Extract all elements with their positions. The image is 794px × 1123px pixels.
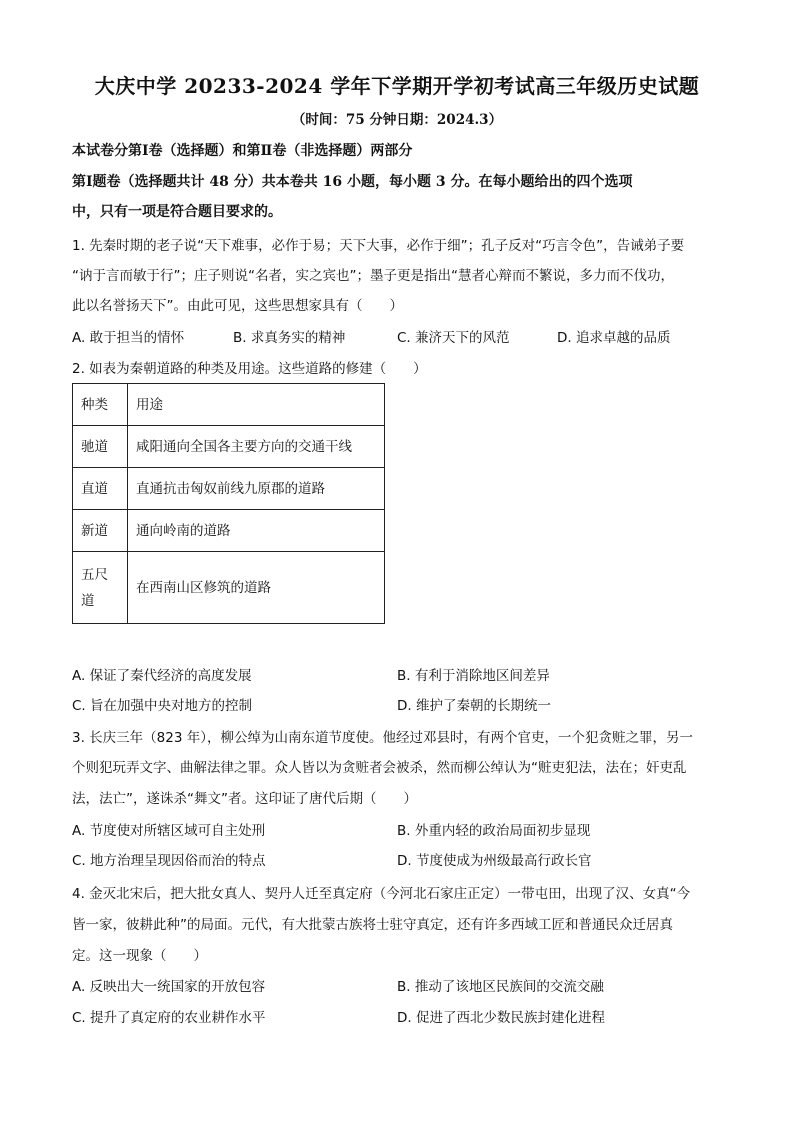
q2-option-a: A. 保证了秦代经济的高度发展 <box>72 668 252 684</box>
exam-subtitle: （时间：75 分钟日期：2024.3） <box>291 112 503 128</box>
table-cell-use: 通向岭南的道路 <box>128 510 385 552</box>
table-header-row <box>73 384 385 426</box>
q3-stem-line-2: 个则犯玩弄文字、曲解法律之罪。众人皆以为贪赃者会被杀，然而柳公绰认为“赃吏犯法，法在；奸吏乱 <box>72 760 687 776</box>
table-row <box>73 552 385 624</box>
table-cell-use: 在西南山区修筑的道路 <box>128 552 385 624</box>
q1-option-a: A. 敢于担当的情怀 <box>72 330 185 346</box>
exam-title: 大庆中学 20233-2024 学年下学期开学初考试高三年级历史试题 <box>94 74 700 98</box>
q4-stem-line-1: 4. 金灭北宋后，把大批女真人、契丹人迁至真定府（今河北石家庄正定）一带屯田，出现了汉、女真“今 <box>72 886 691 902</box>
q1-option-c: C. 兼济天下的风范 <box>397 330 510 346</box>
q4-option-c: C. 提升了真定府的农业耕作水平 <box>72 1010 266 1026</box>
intro-line-2: 第Ⅰ题卷（选择题共计 48 分）共本卷共 16 小题，每小题 3 分。在每小题给出的四个选项 <box>72 174 633 190</box>
intro-line-3: 中，只有一项是符合题目要求的。 <box>72 204 282 220</box>
q2-option-d: D. 维护了秦朝的长期统一 <box>397 698 551 714</box>
q4-option-a: A. 反映出大一统国家的开放包容 <box>72 979 266 995</box>
table-cell-type: 五尺道 <box>73 552 128 624</box>
table-cell-type: 驰道 <box>73 426 128 468</box>
intro-line-1: 本试卷分第Ⅰ卷（选择题）和第Ⅱ卷（非选择题）两部分 <box>72 143 413 159</box>
q3-option-d: D. 节度使成为州级最高行政长官 <box>397 853 592 869</box>
table-row <box>73 468 385 510</box>
q4-option-d: D. 促进了西北少数民族封建化进程 <box>397 1010 605 1026</box>
q2-option-b: B. 有利于消除地区间差异 <box>397 668 550 684</box>
q1-option-b: B. 求真务实的精神 <box>233 330 346 346</box>
q1-stem-line-2: “讷于言而敏于行”；庄子则说“名者，实之宾也”；墨子更是指出“慧者心辩而不繁说，多力而不伐功， <box>72 268 674 284</box>
q4-stem-line-2: 皆一家，彼耕此种”的局面。元代，有大批蒙古族将士驻守真定，还有许多西域工匠和普通民众迁居真 <box>72 917 673 933</box>
table-cell-type: 新道 <box>73 510 128 552</box>
q3-option-c: C. 地方治理呈现因俗而治的特点 <box>72 853 266 869</box>
q3-option-a: A. 节度使对所辖区域可自主处刑 <box>72 823 266 839</box>
q1-stem-line-3: 此以名誉扬天下”。由此可见，这些思想家具有（ ） <box>72 298 403 314</box>
table-cell-use: 直通抗击匈奴前线九原郡的道路 <box>128 468 385 510</box>
road-table <box>72 383 385 624</box>
q3-stem-line-1: 3. 长庆三年（823 年），柳公绰为山南东道节度使。他经过邓县时，有两个官吏，一个犯贪赃之罪，另一 <box>72 730 693 746</box>
q4-option-b: B. 推动了该地区民族间的交流交融 <box>397 979 604 995</box>
table-row <box>73 510 385 552</box>
q4-stem-line-3: 定。这一现象（ ） <box>72 948 207 964</box>
table-header-use: 用途 <box>128 384 385 426</box>
table-header-type: 种类 <box>73 384 128 426</box>
q3-stem-line-3: 法，法亡”，遂诛杀“舞文”者。这印证了唐代后期（ ） <box>72 791 417 807</box>
table-cell-use: 咸阳通向全国各主要方向的交通干线 <box>128 426 385 468</box>
q3-option-b: B. 外重内轻的政治局面初步显现 <box>397 823 591 839</box>
q2-option-c: C. 旨在加强中央对地方的控制 <box>72 698 253 714</box>
q1-stem-line-1: 1. 先秦时期的老子说“天下难事，必作于易；天下大事，必作于细”；孔子反对“巧言令色”，告诫弟子要 <box>72 238 685 254</box>
q2-stem: 2. 如表为秦朝道路的种类及用途。这些道路的修建（ ） <box>72 361 427 377</box>
table-cell-type: 直道 <box>73 468 128 510</box>
q1-option-d: D. 追求卓越的品质 <box>557 330 671 346</box>
table-row <box>73 426 385 468</box>
